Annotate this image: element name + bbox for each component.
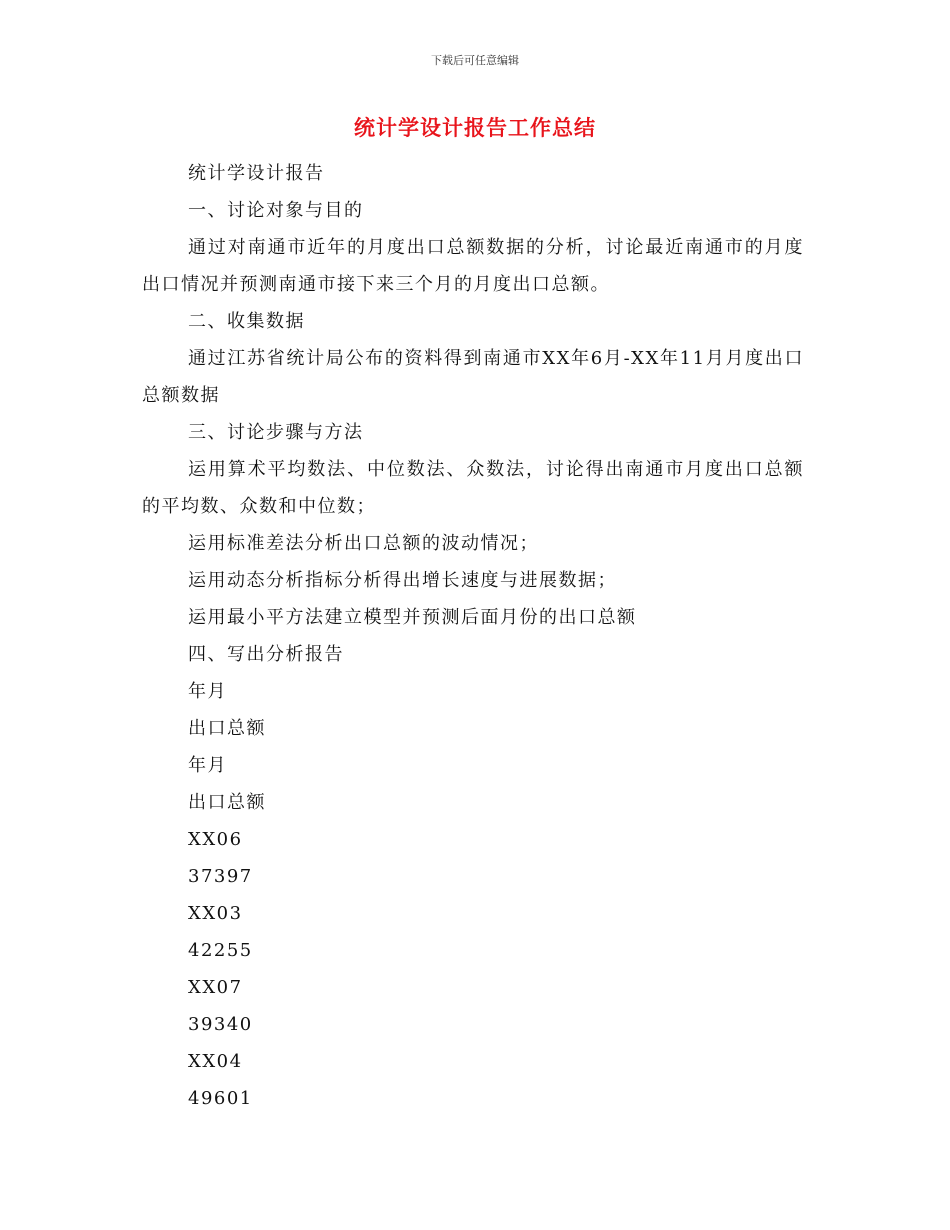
table-cell: XX04 — [188, 1051, 243, 1072]
section-heading-4: 四、写出分析报告 — [188, 644, 344, 665]
paragraph-data-source: 通过江苏省统计局公布的资料得到南通市XX年6月-XX年11月月度出口总额数据 — [142, 348, 804, 406]
header-note: 下载后可任意编辑 — [431, 54, 519, 67]
table-cell: XX03 — [188, 903, 243, 924]
table-cell: 49601 — [188, 1088, 253, 1109]
table-cell: 出口总额 — [188, 792, 266, 813]
paragraph-report-heading: 统计学设计报告 — [188, 163, 325, 184]
paragraph-method-averages: 运用算术平均数法、中位数法、众数法，讨论得出南通市月度出口总额的平均数、众数和中位数； — [142, 459, 804, 517]
section-heading-3: 三、讨论步骤与方法 — [188, 422, 364, 443]
table-cell: 37397 — [188, 866, 253, 887]
table-cell: 出口总额 — [188, 718, 266, 739]
paragraph-method-dynamic: 运用动态分析指标分析得出增长速度与进展数据； — [188, 570, 617, 591]
table-cell: 年月 — [188, 755, 227, 776]
paragraph-method-stddev: 运用标准差法分析出口总额的波动情况； — [188, 533, 539, 554]
section-heading-2: 二、收集数据 — [188, 311, 305, 332]
table-cell: 年月 — [188, 681, 227, 702]
paragraph-method-least-squares: 运用最小平方法建立模型并预测后面月份的出口总额 — [188, 607, 637, 628]
table-cell: XX07 — [188, 977, 243, 998]
document-body — [142, 155, 804, 1117]
table-cell: 42255 — [188, 940, 253, 961]
table-cell: 39340 — [188, 1014, 253, 1035]
table-cell: XX06 — [188, 829, 243, 850]
section-heading-1: 一、讨论对象与目的 — [188, 200, 364, 221]
paragraph-purpose: 通过对南通市近年的月度出口总额数据的分析，讨论最近南通市的月度出口情况并预测南通市接下来三个月的月度出口总额。 — [142, 237, 804, 295]
document-title: 统计学设计报告工作总结 — [354, 115, 596, 140]
